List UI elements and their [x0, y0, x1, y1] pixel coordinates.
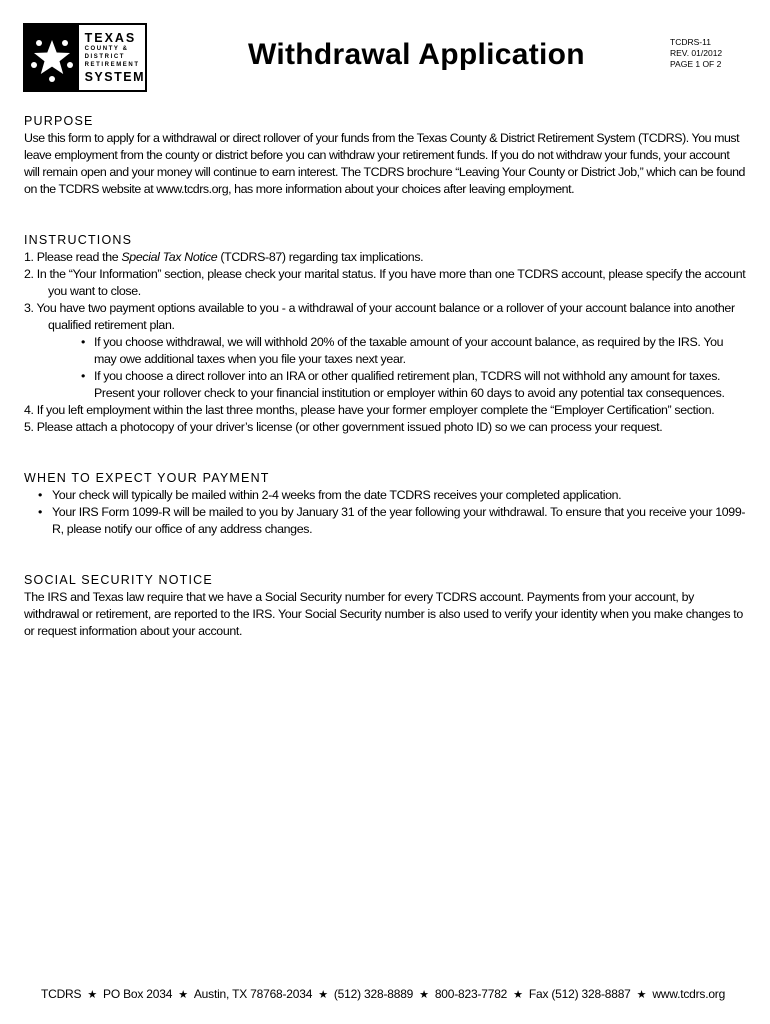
form-revision: REV. 01/2012 — [670, 48, 723, 58]
special-tax-notice-title: Special Tax Notice — [121, 250, 218, 264]
payment-options-list — [48, 334, 746, 402]
instruction-1-suffix: (TCDRS-87) regarding tax implications. — [217, 250, 424, 264]
footer-tollfree: 800-823-7782 — [434, 987, 508, 1001]
logo-line-texas: TEXAS — [84, 30, 137, 45]
purpose-heading: PURPOSE — [24, 114, 94, 128]
ssn-section — [24, 572, 746, 640]
instructions-list — [24, 249, 746, 436]
footer-website: www.tcdrs.org — [652, 987, 726, 1001]
instruction-1-text: 1. Please read the — [24, 250, 122, 264]
form-content — [24, 113, 746, 674]
footer-org: TCDRS — [41, 987, 82, 1001]
payment-list — [24, 487, 746, 538]
instructions-section — [24, 232, 746, 436]
logo-line-retirement: RETIREMENT — [84, 62, 140, 68]
instruction-3-text: 3. You have two payment options available to you - a withdrawal of your account balance or a rollover of your account balance into another qualified retirement plan. — [24, 301, 735, 332]
payment-section — [24, 470, 746, 538]
instruction-item-4: 4. If you left employment within the last three months, please have your former employer complete the “Employer Certification” section. — [24, 403, 715, 417]
bullet-icon: • — [81, 335, 85, 349]
purpose-section — [24, 113, 746, 198]
star-icon: ★ — [87, 989, 98, 1001]
payment-item-1 — [24, 487, 746, 504]
document-title: Withdrawal Application — [248, 38, 585, 71]
form-id: TCDRS-11 — [670, 37, 711, 47]
option-rollover — [48, 368, 746, 402]
bullet-icon: • — [81, 369, 85, 383]
purpose-text: Use this form to apply for a withdrawal or direct rollover of your funds from the Texas County & District Retirement System (TCDRS). You must leave employment from the county or district before you can withdraw your retirement funds. If you do not withdraw your funds, your account will remain open and your money will continue to earn interest. The TCDRS brochure “Leaving Your County or District Job,” which can be found on the TCDRS website at www.tcdrs.org, has more information about your choices after leaving employment. — [24, 131, 745, 196]
star-icon: ★ — [419, 989, 429, 1001]
option-rollover-text: If you choose a direct rollover into an IRA or other qualified retirement plan, TCDRS will not withhold any amount for taxes. Present your rollover check to your financial institution or employer within 60 days to avoid any potential tax consequences. — [94, 369, 725, 400]
tcdrs-logo — [23, 23, 147, 92]
logo-line-county: COUNTY & — [84, 46, 129, 52]
instruction-item-5: 5. Please attach a photocopy of your driver’s license (or other government issued photo ID) so we can process your request. — [24, 420, 663, 434]
page-number: PAGE 1 OF 2 — [670, 59, 722, 69]
ssn-text: The IRS and Texas law require that we have a Social Security number for every TCDRS account. Payments from your account, by withdrawal or retirement, are reported to the IRS. Your Social Security number is also used to verify your identity when you make changes to or request information about your account. — [24, 590, 743, 638]
bullet-icon: • — [38, 488, 42, 502]
logo-wordmark — [79, 25, 145, 90]
option-withdrawal — [48, 334, 746, 368]
instructions-heading: INSTRUCTIONS — [24, 233, 133, 247]
star-icon: ★ — [636, 989, 647, 1001]
footer-phone: (512) 328-8889 — [333, 987, 414, 1001]
star-seal-icon — [25, 25, 79, 90]
instruction-item-2: 2. In the “Your Information” section, please check your marital status. If you have more than one TCDRS account, please specify the account you want to close. — [24, 267, 746, 298]
logo-line-district: DISTRICT — [84, 54, 126, 60]
star-icon: ★ — [513, 989, 523, 1001]
instruction-item-1 — [24, 249, 746, 266]
footer-fax: Fax (512) 328-8887 — [528, 987, 631, 1001]
logo-line-system: SYSTEM — [84, 70, 145, 84]
footer-city: Austin, TX 78768-2034 — [193, 987, 313, 1001]
payment-item-1-text: Your check will typically be mailed within 2-4 weeks from the date TCDRS receives your completed application. — [52, 488, 622, 502]
instruction-item-3 — [24, 300, 746, 402]
payment-heading: WHEN TO EXPECT YOUR PAYMENT — [24, 471, 270, 485]
bullet-icon: • — [38, 505, 42, 519]
ssn-heading: SOCIAL SECURITY NOTICE — [24, 573, 213, 587]
star-icon: ★ — [178, 989, 188, 1001]
footer-address: PO Box 2034 — [103, 987, 173, 1001]
star-icon: ★ — [318, 989, 328, 1001]
footer-contact — [41, 987, 741, 1001]
payment-item-2-text: Your IRS Form 1099-R will be mailed to you by January 31 of the year following your withdrawal. To ensure that you receive your 1099-R, please notify our office of any address changes. — [52, 505, 746, 536]
payment-item-2 — [24, 504, 746, 538]
option-withdrawal-text: If you choose withdrawal, we will withhold 20% of the taxable amount of your account balance, as required by the IRS. You may owe additional taxes when you file your taxes next year. — [94, 335, 724, 366]
form-meta — [670, 37, 722, 70]
